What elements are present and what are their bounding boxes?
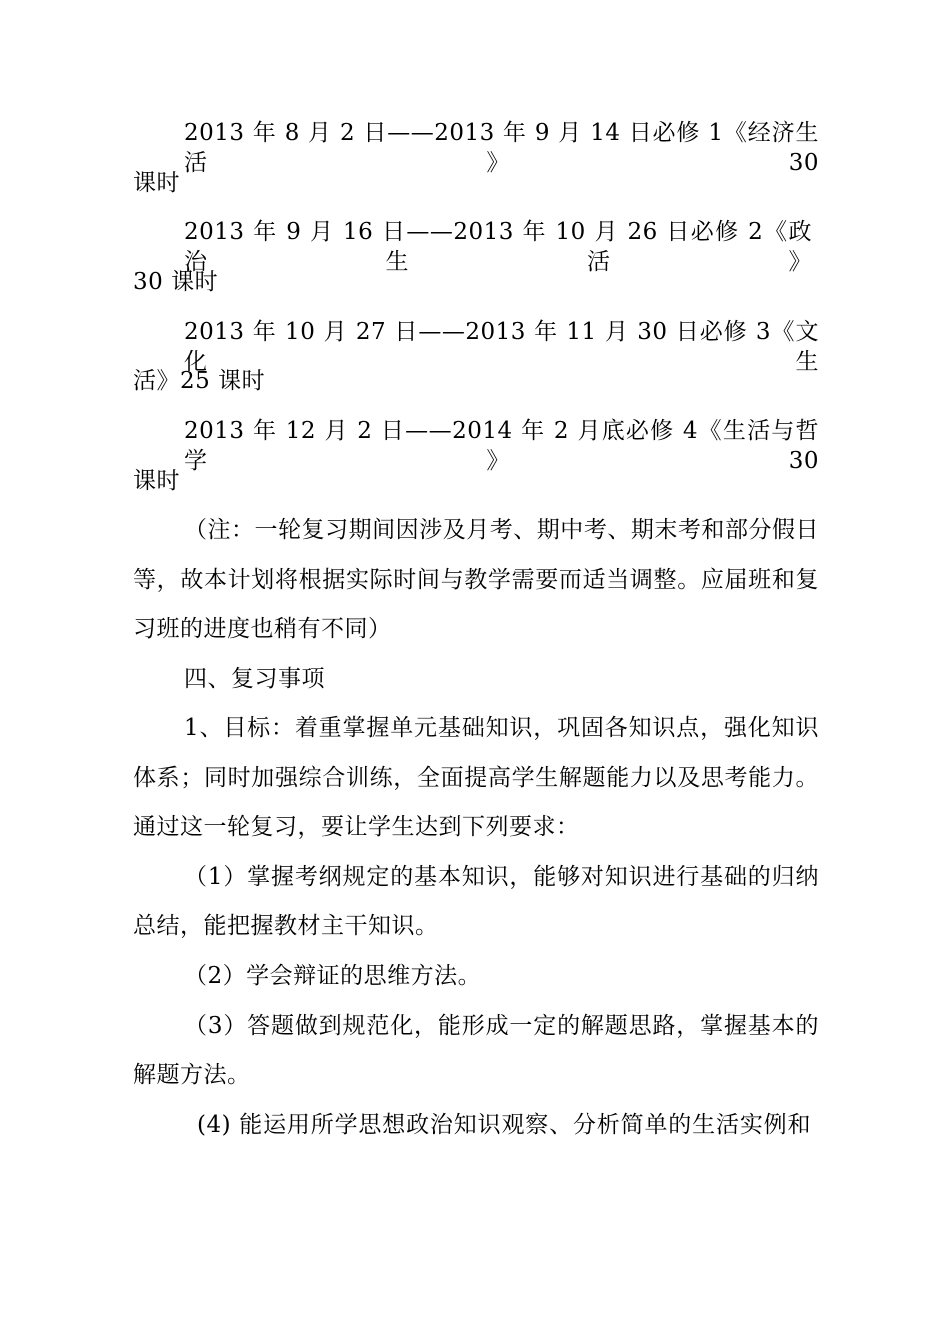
requirement-item-line: 总结，能把握教材主干知识。 [133,913,439,939]
requirement-item-line: (4) 能运用所学思想政治知识观察、分析简单的生活实例和 [197,1112,811,1138]
requirement-item-line: （1）掌握考纲规定的基本知识，能够对知识进行基础的归纳 [184,864,819,890]
section-heading: 四、复习事项 [184,666,325,692]
schedule-line-political-life: 2013 年 9 月 16 日——2013 年 10 月 26 日必修 2《政治生活》 [184,219,812,275]
goal-paragraph-line: 通过这一轮复习，要让学生达到下列要求： [133,814,580,840]
note-paragraph-line: 习班的进度也稍有不同） [133,616,392,642]
schedule-line-economic-life-cont: 课时 [133,170,180,196]
requirement-item-line: （3）答题做到规范化，能形成一定的解题思路，掌握基本的 [184,1013,819,1039]
schedule-line-cultural-life: 2013 年 10 月 27 日——2013 年 11 月 30 日必修 3《文化生 [184,319,819,375]
schedule-line-cultural-life-cont: 活》25 课时 [133,368,266,394]
goal-paragraph-line: 1、目标：着重掌握单元基础知识，巩固各知识点，强化知识 [184,715,819,741]
schedule-line-economic-life: 2013 年 8 月 2 日——2013 年 9 月 14 日必修 1《经济生活》30 [184,120,819,176]
requirement-item-line: 解题方法。 [133,1062,251,1088]
note-paragraph-line: （注：一轮复习期间因涉及月考、期中考、期末考和部分假日 [184,517,819,543]
schedule-line-philosophy: 2013 年 12 月 2 日——2014 年 2 月底必修 4《生活与哲学》30 [184,418,819,474]
note-paragraph-line: 等，故本计划将根据实际时间与教学需要而适当调整。应届班和复 [133,567,819,593]
goal-paragraph-line: 体系；同时加强综合训练，全面提高学生解题能力以及思考能力。 [133,765,819,791]
schedule-line-political-life-cont: 30 课时 [133,269,219,295]
schedule-line-philosophy-cont: 课时 [133,468,180,494]
requirement-item-line: （2）学会辩证的思维方法。 [184,963,482,989]
